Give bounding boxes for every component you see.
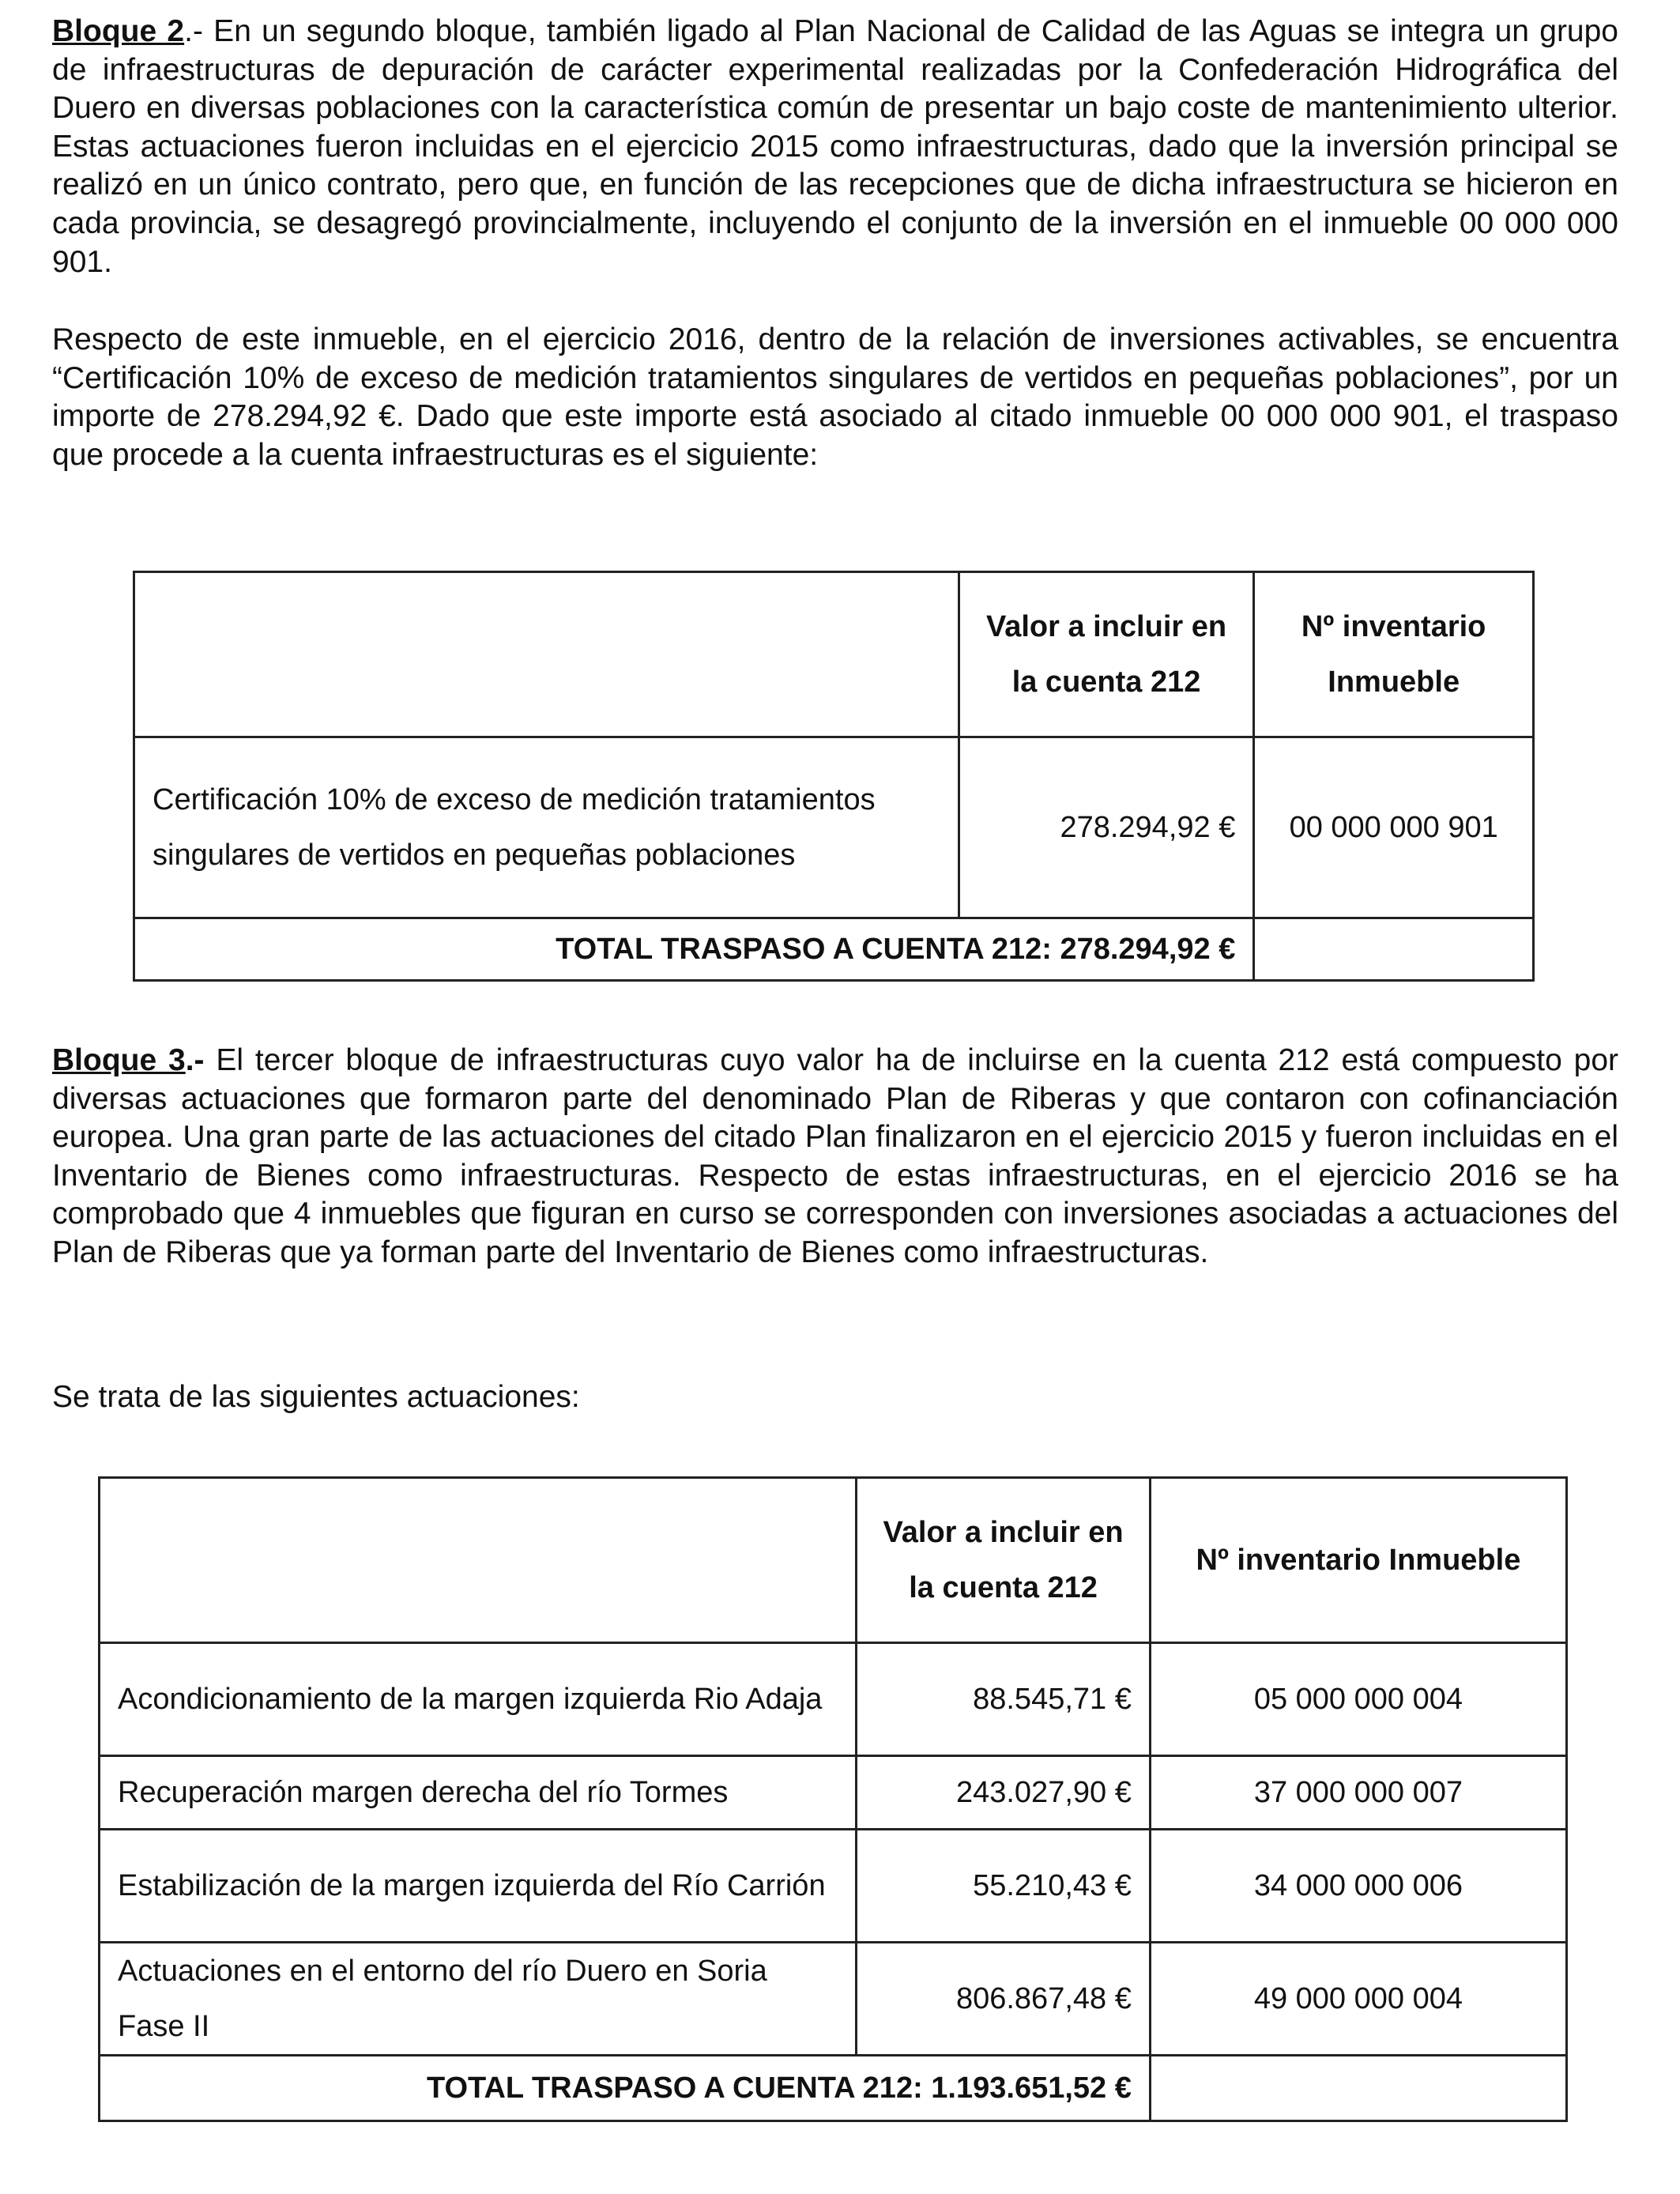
table-header-empty-cell (100, 1478, 857, 1643)
table-total-row (100, 2056, 1567, 2121)
table-header-empty-cell (134, 572, 959, 737)
row-description: Acondicionamiento de la margen izquierda Rio Adaja (100, 1643, 857, 1756)
row-description: Recuperación margen derecha del río Tormes (100, 1756, 857, 1830)
row-amount: 278.294,92 € (959, 737, 1254, 918)
inmueble-901-paragraph: Respecto de este inmueble, en el ejercicio 2016, dentro de la relación de inversiones activables, se encuentra “Certificación 10% de exceso de medición tratamientos singulares de vertidos en pequeñas poblaciones”, por un importe de 278.294,92 €. Dado que este importe está asociado al citado inmueble 00 000 000 901, el traspaso que procede a la cuenta infraestructuras es el siguiente: (52, 322, 1618, 472)
total-traspaso: TOTAL TRASPASO A CUENTA 212: 278.294,92 € (134, 918, 1254, 981)
total-traspaso: TOTAL TRASPASO A CUENTA 212: 1.193.651,52 € (100, 2056, 1151, 2121)
table-traspaso-inmueble-901 (133, 571, 1535, 982)
table-total-row (134, 918, 1534, 981)
total-empty-cell (1254, 918, 1534, 981)
table-header-inventory: Nº inventario Inmueble (1150, 1478, 1566, 1643)
row-description: Certificación 10% de exceso de medición tratamientos singulares de vertidos en pequeñas poblaciones (134, 737, 959, 918)
row-amount: 55.210,43 € (857, 1830, 1151, 1943)
row-amount: 243.027,90 € (857, 1756, 1151, 1830)
row-inventory-number: 37 000 000 007 (1150, 1756, 1566, 1830)
table-header-row (134, 572, 1534, 737)
table-header-value: Valor a incluir en la cuenta 212 (959, 572, 1254, 737)
table-header-inventory: Nº inventario Inmueble (1254, 572, 1534, 737)
bloque-3-label: Bloque 3 (52, 1043, 186, 1077)
bloque-2-paragraph (52, 13, 1618, 281)
table-row (100, 1830, 1567, 1943)
table-row (134, 737, 1534, 918)
bloque-3-paragraph (52, 1042, 1618, 1272)
table-header-value: Valor a incluir en la cuenta 212 (857, 1478, 1151, 1643)
row-description: Actuaciones en el entorno del río Duero en Soria Fase II (100, 1943, 857, 2056)
table-actuaciones-plan-riberas (98, 1476, 1568, 2122)
row-description: Estabilización de la margen izquierda del Río Carrión (100, 1830, 857, 1943)
table-header-row (100, 1478, 1567, 1643)
row-amount: 806.867,48 € (857, 1943, 1151, 2056)
bloque-3-text: El tercer bloque de infraestructuras cuyo valor ha de incluirse en la cuenta 212 está compuesto por diversas actuaciones que formaron parte del denominado Plan de Riberas y que contaron con cofinanciación europea. Una gran parte de las actuaciones del citado Plan finalizaron en el ejercicio 2015 y fueron incluidas en el Inventario de Bienes como infraestructuras. Respecto de estas infraestructuras, en el ejercicio 2016 se ha comprobado que 4 inmuebles que figuran en curso se corresponden con inversiones asociadas a actuaciones del Plan de Riberas que ya forman parte del Inventario de Bienes como infraestructuras. (52, 1043, 1618, 1269)
row-inventory-number: 00 000 000 901 (1254, 737, 1534, 918)
row-inventory-number: 49 000 000 004 (1150, 1943, 1566, 2056)
table-row (100, 1643, 1567, 1756)
table-row (100, 1756, 1567, 1830)
total-empty-cell (1150, 2056, 1566, 2121)
table-row (100, 1943, 1567, 2056)
row-inventory-number: 05 000 000 004 (1150, 1643, 1566, 1756)
row-inventory-number: 34 000 000 006 (1150, 1830, 1566, 1943)
bloque-3-dash: .- (185, 1043, 205, 1077)
bloque-2-text: .- En un segundo bloque, también ligado al Plan Nacional de Calidad de las Aguas se integra un grupo de infraestructuras de depuración de carácter experimental realizadas por la Confederación Hidrográfica del Duero en diversas poblaciones con la característica común de presentar un bajo coste de mantenimiento ulterior. Estas actuaciones fueron incluidas en el ejercicio 2015 como infraestructuras, dado que la inversión principal se realizó en un único contrato, pero que, en función de las recepciones que de dicha infraestructura se hicieron en cada provincia, se desagregó provincialmente, incluyendo el conjunto de la inversión en el inmueble 00 000 000 901. (52, 14, 1618, 279)
actuaciones-intro: Se trata de las siguientes actuaciones: (52, 1380, 580, 1414)
row-amount: 88.545,71 € (857, 1643, 1151, 1756)
bloque-2-label: Bloque 2 (52, 14, 185, 48)
